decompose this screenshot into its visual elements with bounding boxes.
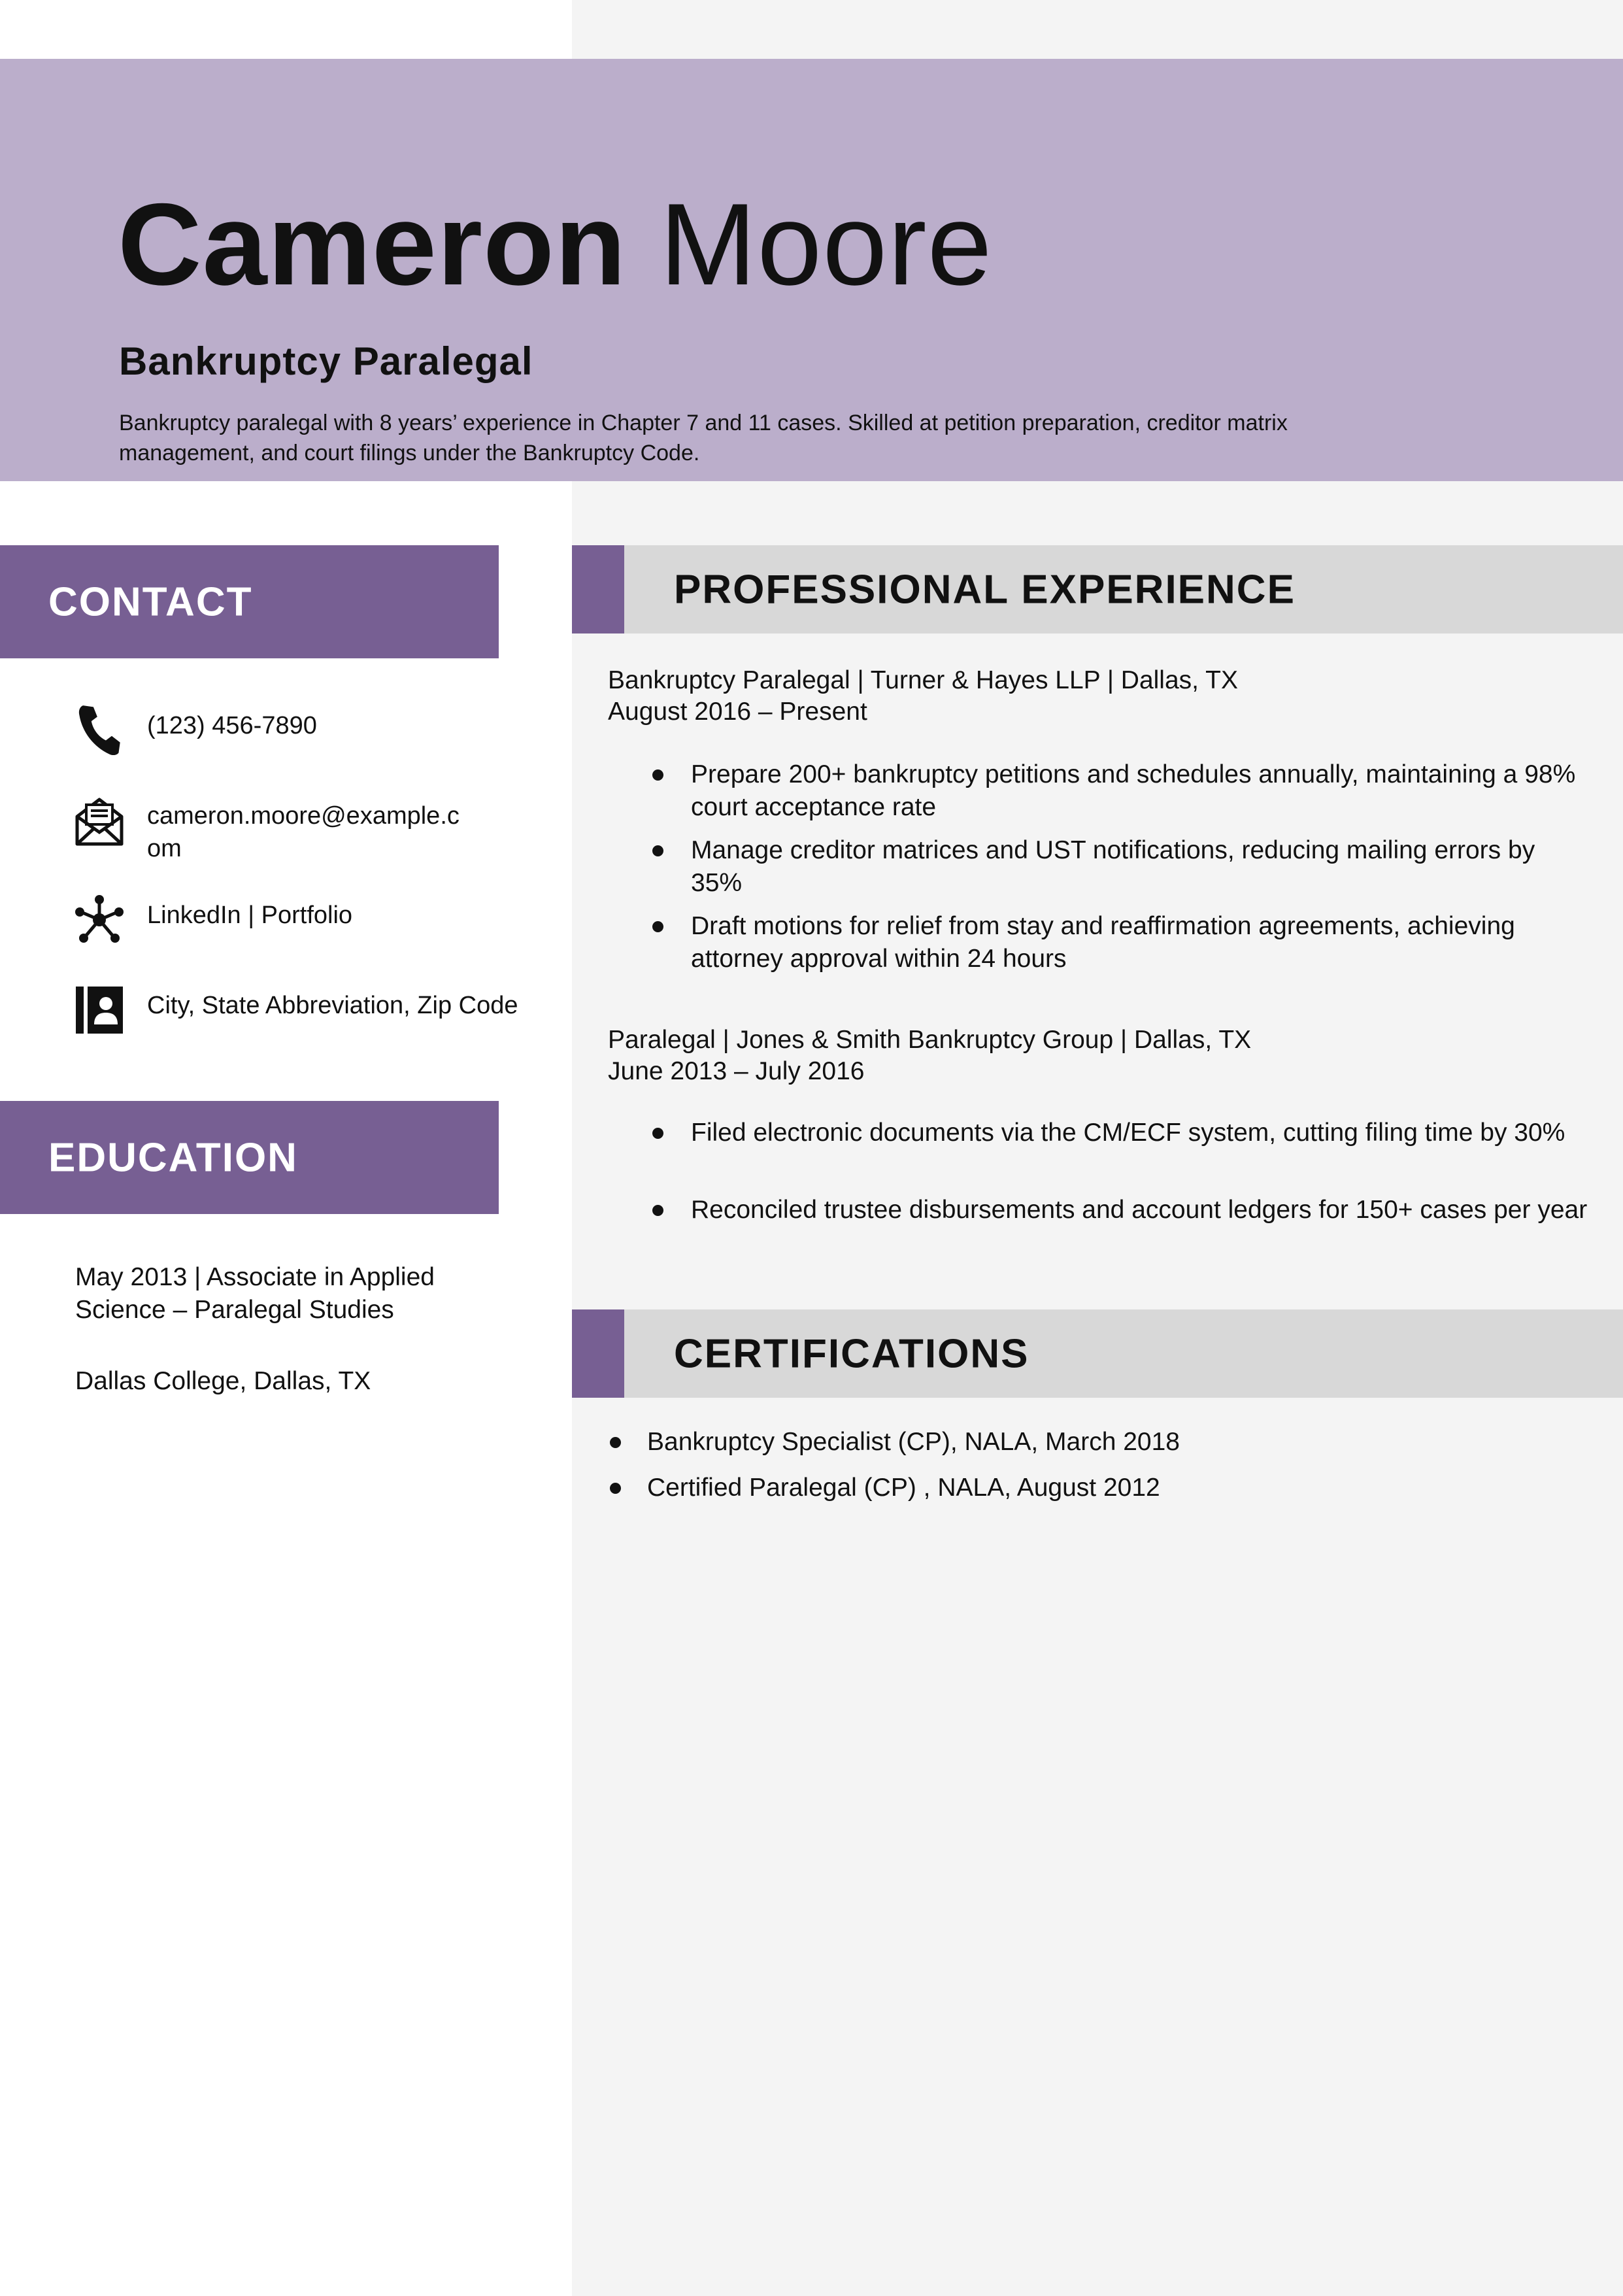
certifications-accent [572,1309,624,1398]
address-text: City, State Abbreviation, Zip Code [147,992,518,1019]
education-degree: May 2013 | Associate in Applied Science – Paralegal Studies [75,1263,435,1324]
links-text[interactable]: LinkedIn | Portfolio [147,902,353,929]
contact-heading: CONTACT [48,579,253,624]
first-name: Cameron [118,179,627,309]
address-book-icon [73,984,125,1036]
education-school: Dallas College, Dallas, TX [75,1367,371,1395]
education-heading: EDUCATION [48,1135,298,1180]
education-heading-bar [0,1101,499,1214]
job-1-bullet-1: Prepare 200+ bankruptcy petitions and schedules annually, maintaining a 98% court acceptance rate [691,760,1576,821]
experience-heading-bar [572,545,1623,633]
certifications-heading: CERTIFICATIONS [674,1331,1029,1376]
email-text: cameron.moore@example.c om [147,802,460,862]
job-2-bullet-1: Filed electronic documents via the CM/ECF system, cutting filing time by 30% [691,1119,1565,1147]
job-2-bullet-2: Reconciled trustee disbursements and account ledgers for 150+ cases per year [691,1196,1588,1224]
network-icon [73,894,125,946]
bullet-dot [652,1128,663,1139]
certifications-heading-bar [572,1309,1623,1398]
email-icon [73,794,125,847]
bullet-dot [652,769,663,781]
candidate-name [118,179,993,309]
job-1-bullet-2: Manage creditor matrices and UST notifications, reducing mailing errors by 35% [691,836,1535,897]
last-name: Moore [660,179,993,309]
experience-accent [572,545,624,633]
certification-1: Bankruptcy Specialist (CP), NALA, March 2018 [647,1428,1180,1456]
bullet-dot [610,1437,621,1448]
job-2-header: Paralegal | Jones & Smith Bankruptcy Group | Dallas, TX [608,1026,1252,1054]
contact-heading-bar [0,545,499,658]
header-banner [0,59,1623,481]
experience-heading: PROFESSIONAL EXPERIENCE [674,567,1296,612]
phone-text: (123) 456-7890 [147,712,317,739]
summary: Bankruptcy paralegal with 8 years’ experience in Chapter 7 and 11 cases. Skilled at petition preparation, creditor matrix management, and court filings under the Bankruptcy Code. [119,411,1288,465]
certification-2: Certified Paralegal (CP) , NALA, August 2012 [647,1474,1160,1502]
bullet-dot [610,1483,621,1494]
job-1-dates: August 2016 – Present [608,698,867,726]
job-title: Bankruptcy Paralegal [119,339,533,383]
bullet-dot [652,1205,663,1216]
job-2-dates: June 2013 – July 2016 [608,1057,865,1085]
bullet-dot [652,845,663,856]
phone-icon [73,704,125,756]
job-1-header: Bankruptcy Paralegal | Turner & Hayes LLP | Dallas, TX [608,666,1238,694]
job-1-bullet-3: Draft motions for relief from stay and reaffirmation agreements, achieving attorney approval within 24 hours [691,912,1515,973]
bullet-dot [652,921,663,932]
